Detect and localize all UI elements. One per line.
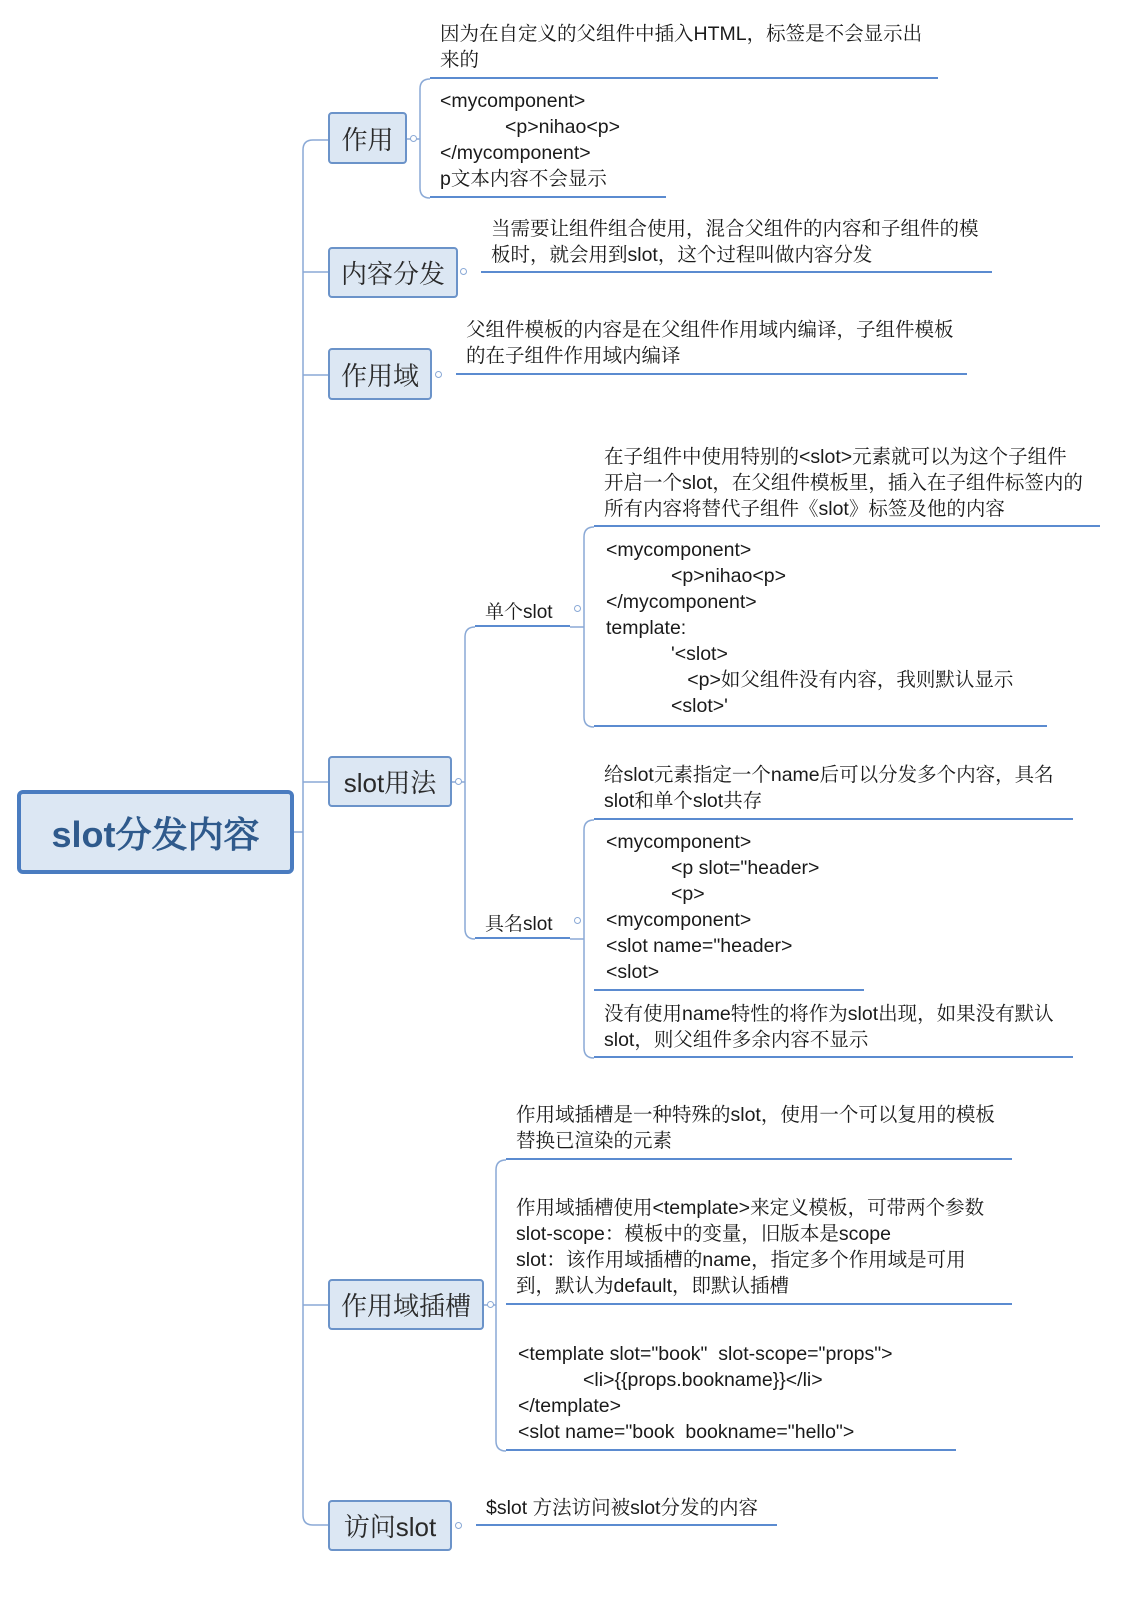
subtopic-underline (475, 937, 570, 939)
subtopic-single-slot[interactable]: 单个slot (485, 602, 553, 623)
collapse-toggle-icon[interactable] (574, 605, 581, 612)
note-scoped-slot-2: 作用域插槽使用<template>来定义模板，可带两个参数 slot-scope：模板中的变量，旧版本是scope slot：该作用域插槽的name，指定多个作用域是可用 到，默认为default，即默认插槽 (516, 1197, 985, 1297)
root-topic[interactable]: slot分发内容 (17, 790, 294, 874)
note-underline (430, 196, 666, 198)
collapse-toggle-icon[interactable] (487, 1301, 494, 1308)
note-underline (594, 818, 1073, 820)
collapse-toggle-icon[interactable] (574, 917, 581, 924)
note-underline (430, 77, 938, 79)
note-underline (481, 271, 992, 273)
note-underline (594, 725, 1047, 727)
topic-neirongfenfa[interactable]: 内容分发 (328, 247, 458, 298)
topic-zuoyongyu[interactable]: 作用域 (328, 348, 432, 400)
note-underline (506, 1449, 956, 1451)
note-named-slot-2: <mycomponent> <p slot="header> <p> <mycomponent> <slot name="header> <slot> (606, 831, 820, 983)
collapse-toggle-icon[interactable] (460, 268, 467, 275)
note-named-slot-1: 给slot元素指定一个name后可以分发多个内容，具名 slot和单个slot共存 (604, 764, 1054, 812)
note-named-slot-3: 没有使用name特性的将作为slot出现，如果没有默认 slot，则父组件多余内容不显示 (604, 1003, 1054, 1051)
topic-zuoyong[interactable]: 作用 (328, 112, 407, 164)
note-neirongfenfa-1: 当需要让组件组合使用，混合父组件的内容和子组件的模 板时，就会用到slot，这个过程叫做内容分发 (491, 218, 979, 266)
note-underline (594, 1056, 1073, 1058)
note-scoped-slot-3: <template slot="book" slot-scope="props"> <li>{{props.bookname}}</li> </template> <slot name="book bookname="hello"> (518, 1343, 893, 1443)
note-underline (506, 1303, 1012, 1305)
note-zuoyong-1: 因为在自定义的父组件中插入HTML，标签是不会显示出 来的 (440, 23, 923, 71)
note-underline (594, 989, 864, 991)
note-underline (506, 1158, 1012, 1160)
collapse-toggle-icon[interactable] (455, 1522, 462, 1529)
note-zuoyong-2: <mycomponent> <p>nihao<p> </mycomponent> p文本内容不会显示 (440, 90, 620, 190)
topic-zuoyongyuchacao[interactable]: 作用域插槽 (328, 1279, 484, 1330)
note-zuoyongyu-1: 父组件模板的内容是在父组件作用域内编译，子组件模板 的在子组件作用域内编译 (466, 319, 954, 367)
note-single-slot-2: <mycomponent> <p>nihao<p> </mycomponent> template: '<slot> <p>如父组件没有内容，我则默认显示 <slot>' (606, 539, 1014, 717)
note-underline (476, 1524, 777, 1526)
subtopic-underline (475, 625, 570, 627)
collapse-toggle-icon[interactable] (455, 778, 462, 785)
note-single-slot-1: 在子组件中使用特别的<slot>元素就可以为这个子组件 开启一个slot，在父组件模板里，插入在子组件标签内的 所有内容将替代子组件《slot》标签及他的内容 (604, 446, 1083, 520)
collapse-toggle-icon[interactable] (410, 135, 417, 142)
note-scoped-slot-1: 作用域插槽是一种特殊的slot，使用一个可以复用的模板 替换已渲染的元素 (516, 1104, 995, 1152)
collapse-toggle-icon[interactable] (435, 371, 442, 378)
note-underline (456, 373, 967, 375)
topic-slotyongfa[interactable]: slot用法 (328, 756, 452, 807)
note-underline (594, 525, 1100, 527)
subtopic-named-slot[interactable]: 具名slot (485, 914, 553, 935)
note-access-slot-1: $slot 方法访问被slot分发的内容 (486, 1497, 758, 1519)
topic-fangwenslot[interactable]: 访问slot (328, 1500, 452, 1551)
